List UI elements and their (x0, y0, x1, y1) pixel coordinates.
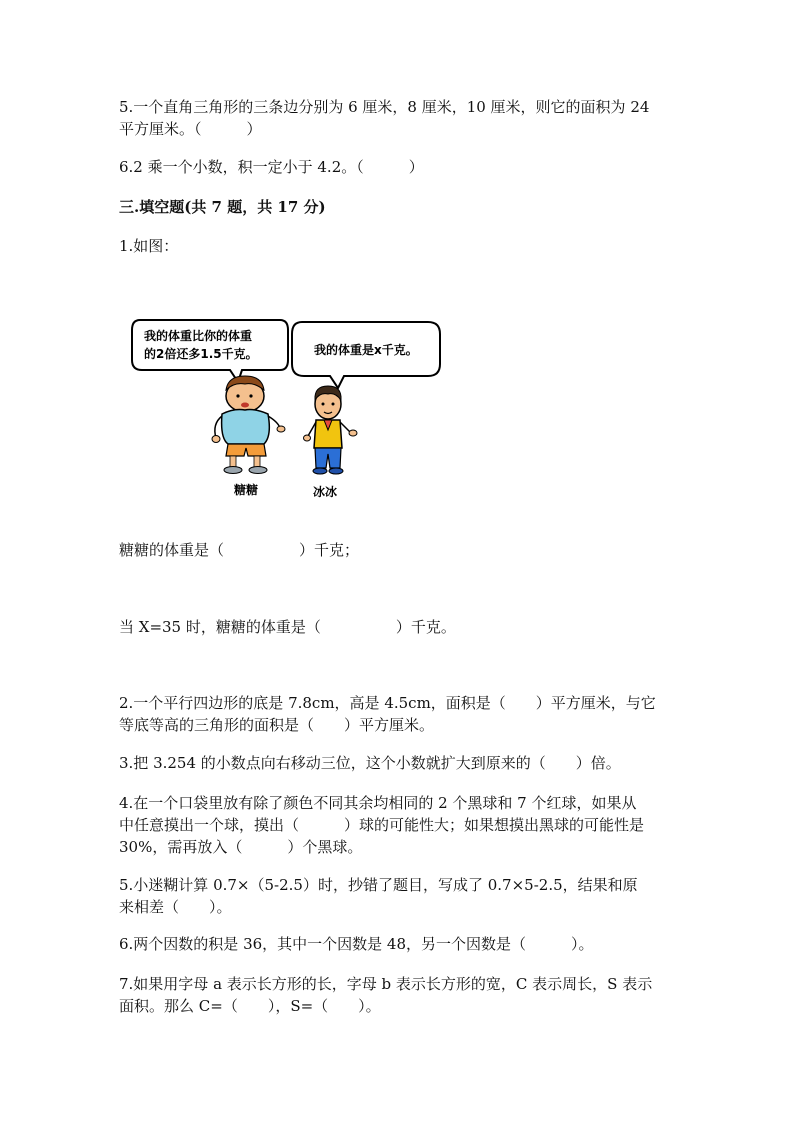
cartoon-figure (130, 312, 450, 512)
bubble-left-line-2: 的2倍还多1.5千克。 (144, 347, 258, 361)
fill-question-3: 3.把 3.254 的小数点向右移动三位，这个小数就扩大到原来的（ ）倍。 (119, 754, 621, 772)
name-label-tangtang: 糖糖 (234, 483, 259, 497)
fill-question-2-line-2: 等底等高的三角形的面积是（ ）平方厘米。 (119, 716, 435, 734)
fill-question-7-line-2: 面积。那么 C=（ ），S=（ ）。 (119, 997, 381, 1015)
fill-question-4-line-2: 中任意摸出一个球，摸出（ ）球的可能性大；如果想摸出黑球的可能性是 (119, 816, 645, 834)
bingbing-character-illustration (304, 386, 358, 474)
bubble-right-text: 我的体重是x千克。 (314, 343, 418, 357)
fill-question-6: 6.两个因数的积是 36，其中一个因数是 48，另一个因数是（ ）。 (119, 935, 594, 953)
fill-question-5-line-2: 来相差（ ）。 (119, 898, 232, 916)
tangtang-character-illustration (212, 376, 285, 474)
judge-question-5-line-1: 5.一个直角三角形的三条边分别为 6 厘米，8 厘米，10 厘米，则它的面积为 24 (119, 98, 650, 116)
fill-question-5-line-1: 5.小迷糊计算 0.7×（5-2.5）时，抄错了题目，写成了 0.7×5-2.5，结果和原 (119, 876, 638, 894)
fill-question-1-intro: 1.如图： (119, 237, 179, 255)
fill-question-4-line-1: 4.在一个口袋里放有除了颜色不同其余均相同的 2 个黑球和 7 个红球，如果从 (119, 794, 637, 812)
section-title-fill-in: 三.填空题(共 7 题，共 17 分) (119, 198, 326, 216)
fill-question-2-line-1: 2.一个平行四边形的底是 7.8cm，高是 4.5cm，面积是（ ）平方厘米，与它 (119, 694, 656, 712)
fill-question-7-line-1: 7.如果用字母 a 表示长方形的长，字母 b 表示长方形的宽，C 表示周长，S 表示 (119, 975, 653, 993)
fill-question-1-part-a: 糖糖的体重是（ ）千克； (119, 541, 360, 559)
judge-question-6: 6.2 乘一个小数，积一定小于 4.2。（ ） (119, 158, 424, 176)
judge-question-5-line-2: 平方厘米。（ ） (119, 120, 262, 138)
fill-question-4-line-3: 30%，需再放入（ ）个黑球。 (119, 838, 363, 856)
fill-question-1-part-b: 当 X=35 时，糖糖的体重是（ ）千克。 (119, 618, 456, 636)
name-label-bingbing: 冰冰 (313, 485, 338, 499)
bubble-left-line-1: 我的体重比你的体重 (144, 329, 253, 343)
